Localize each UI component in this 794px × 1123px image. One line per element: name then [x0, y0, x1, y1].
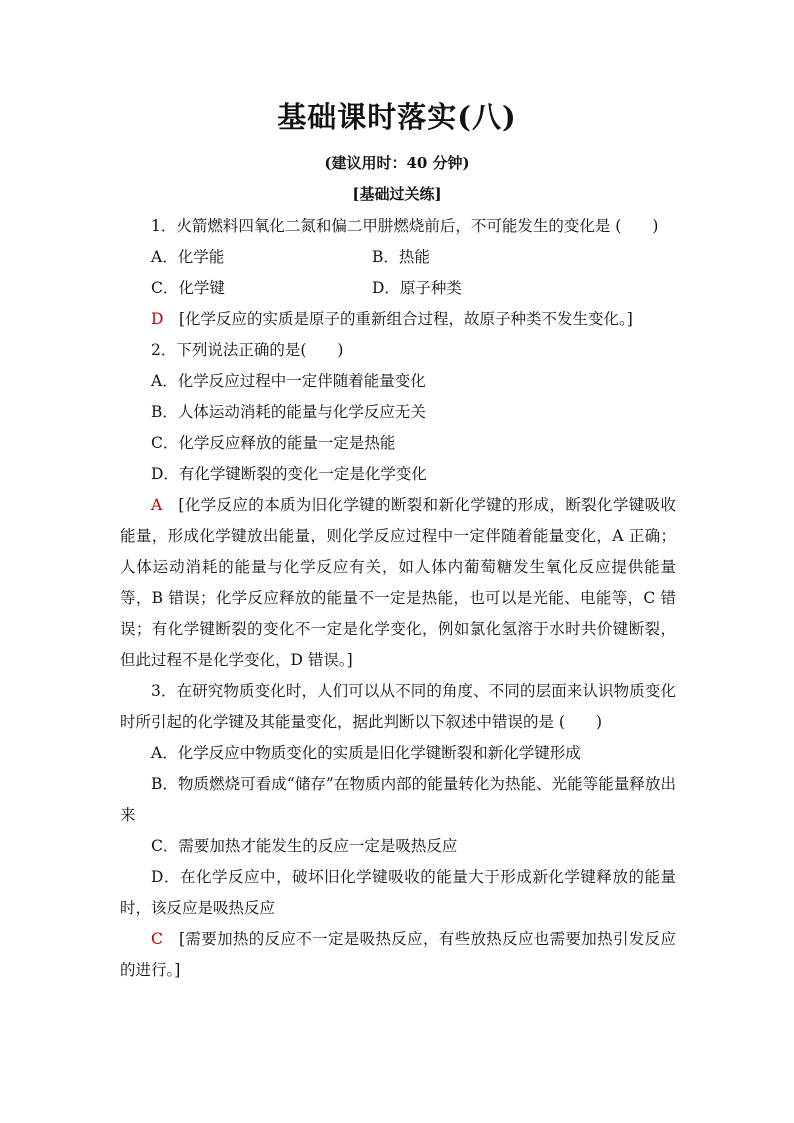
q3-option-d: D．在化学反应中，破坏旧化学键吸收的能量大于形成新化学键释放的能量时，该反应是吸热反应: [120, 868, 676, 917]
page-title: 基础课时落实(八): [277, 100, 517, 134]
q2-option-b: B．人体运动消耗的能量与化学反应无关: [151, 403, 426, 421]
q3-option-b: B．物质燃烧可看成“储存”在物质内部的能量转化为热能、光能等能量释放出来: [120, 775, 676, 824]
q1-answer: [151, 304, 633, 335]
q3-answer: [120, 924, 676, 986]
suggested-time: (建议用时：40 分钟): [324, 154, 470, 172]
q1-option-b: B．热能: [372, 248, 430, 266]
q2-option-d: D．有化学键断裂的变化一定是化学变化: [151, 465, 427, 483]
q2-answer: [120, 490, 676, 676]
q2-answer-letter: A: [151, 496, 163, 514]
q3-option-c: C．需要加热才能发生的反应一定是吸热反应: [151, 837, 458, 855]
q2-explanation: [化学反应的本质为旧化学键的断裂和新化学键的形成，断裂化学键吸收能量，形成化学键放出能量，则化学反应过程中一定伴随着能量变化，A 正确；人体运动消耗的能量与化学反应有关，如人体内葡萄糖发生氧化反应提供能量等，B 错误；化学反应释放的能量不一定是热能，也可以是光能、电能等，C 错误；有化学键断裂的变化不一定是化学变化，例如氯化氢溶于水时共价键断裂，但此过程不是化学变化，D 错误。]: [120, 496, 676, 669]
q1-stem: 1．火箭燃料四氧化二氮和偏二甲肼燃烧前后，不可能发生的变化是 ( ): [151, 217, 659, 235]
q1-option-a: A．化学能: [151, 248, 225, 266]
q2-option-a: A．化学反应过程中一定伴随着能量变化: [151, 372, 426, 390]
q1-answer-letter: D: [151, 310, 164, 328]
q1-explanation: [化学反应的实质是原子的重新组合过程，故原子种类不发生变化。]: [178, 310, 633, 328]
q3-answer-letter: C: [151, 930, 163, 948]
section-heading: [基础过关练]: [352, 185, 442, 203]
q2-stem: 2．下列说法正确的是( ): [151, 341, 344, 359]
q3-option-a: A．化学反应中物质变化的实质是旧化学键断裂和新化学键形成: [151, 744, 581, 762]
q3-stem: 3．在研究物质变化时，人们可以从不同的角度、不同的层面来认识物质变化时所引起的化学键及其能量变化，据此判断以下叙述中错误的是 ( ): [120, 682, 676, 731]
q3-explanation: [需要加热的反应不一定是吸热反应，有些放热反应也需要加热引发反应的进行。]: [120, 930, 676, 979]
q1-option-d: D．原子种类: [372, 279, 462, 297]
q1-option-c: C．化学键: [151, 279, 225, 297]
q2-option-c: C．化学反应释放的能量一定是热能: [151, 434, 396, 452]
